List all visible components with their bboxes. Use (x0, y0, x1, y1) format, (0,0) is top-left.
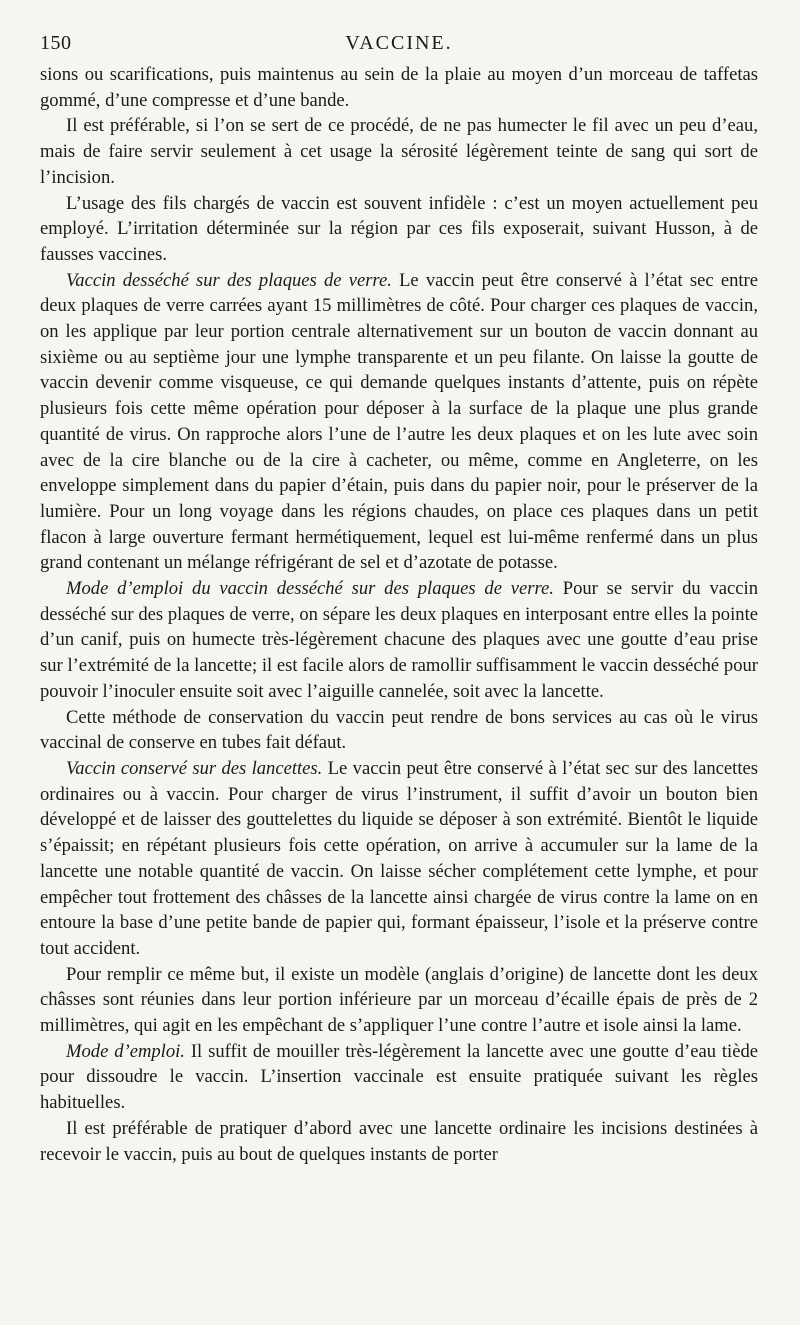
page-number: 150 (40, 32, 72, 54)
body-text (40, 62, 758, 1167)
paragraph (40, 705, 758, 756)
paragraph (40, 1116, 758, 1167)
paragraph-text: Cette méthode de conservation du vaccin peut rendre de bons services au cas où le virus vaccinal de conserve en tubes fait défaut. (40, 706, 758, 754)
paragraph (40, 113, 758, 190)
paragraph-text: Pour remplir ce même but, il existe un modèle (anglais d’origine) de lancette dont les deux châsses sont réunies dans leur portion inférieure par un morceau d’écaille épais de près de 2 millimètres, qui agit en les empêchant de s’appliquer l’une contre l’autre et isole ainsi la lame. (40, 963, 758, 1037)
section-heading: Mode d’emploi. (66, 1040, 185, 1062)
paragraph-text: Il suffit de mouiller très-légèrement la lancette avec une goutte d’eau tiède pour dissoudre le vaccin. L’insertion vaccinale est ensuite pratiquée suivant les règles habituelles. (40, 1040, 759, 1114)
running-title: VACCINE. (345, 32, 453, 54)
paragraph (40, 191, 758, 268)
section-heading: Vaccin desséché sur des plaques de verre. (66, 269, 392, 291)
paragraph-text: Il est préférable, si l’on se sert de ce procédé, de ne pas humecter le fil avec un peu d’eau, mais de faire servir seulement à cet usage la sérosité légèrement teinte de sang qui sort de l’incision. (40, 115, 758, 188)
paragraph (40, 962, 758, 1039)
paragraph-text: L’usage des fils chargés de vaccin est souvent infidèle : c’est un moyen actuellement peu employé. L’irritation déterminée sur la région par ces fils exposerait, suivant Husson, à de fausses vaccines. (40, 192, 758, 265)
paragraph (40, 62, 758, 113)
section-heading: Mode d’emploi du vaccin desséché sur des plaques de verre. (66, 578, 554, 600)
paragraph-text: Le vaccin peut être conservé à l’état sec entre deux plaques de verre carrées ayant 15 millimètres de côté. Pour charger ces plaques de vaccin, on les applique par leur portion centrale alternativement sur un bouton de vaccin donnant au sixième ou au septième jour une lymphe transparente et un peu filante. On laisse la goutte de vaccin devenir comme visqueuse, ce qui demande quelques instants d’attente, puis on répète plusieurs fois cette même opération pour déposer à la surface de la plaque une plus grande quantité de virus. On rapproche alors l’une de l’autre les deux plaques et on les lute avec soin avec de la cire blanche ou de la cire à cacheter, ou même, comme en Angleterre, on les enveloppe simplement dans du papier d’étain, puis dans du papier noir, pour le préserver de la lumière. Pour un long voyage dans les régions chaudes, on place ces plaques dans un petit flacon à large ouverture fermant hermétiquement, lequel est lui-même renfermé dans un plus grand contenant un mélange réfrigérant de sel et d’azotate de potasse. (40, 269, 758, 574)
paragraph (40, 756, 758, 962)
paragraph-text: Le vaccin peut être conservé à l’état sec sur des lancettes ordinaires ou à vaccin. Pour charger de virus l’instrument, il suffit d’avoir un bouton bien développé et de laisser des gouttelettes du liquide se déposer à son extrémité. Bientôt le liquide s’épaissit; en répétant plusieurs fois cette opération, on arrive à accumuler sur la lame de la lancette une notable quantité de vaccin. On laisse sécher complétement cette lymphe, et pour empêcher tout frottement des châsses de la lancette ainsi chargée de virus contre la lame on en entoure la base d’une petite bande de papier qui, formant épaisseur, l’isole et la préserve contre tout accident. (40, 757, 758, 959)
page-header (40, 26, 758, 62)
section-heading: Vaccin conservé sur des lancettes. (66, 757, 323, 779)
paragraph (40, 268, 758, 576)
paragraph-text: Il est préférable de pratiquer d’abord avec une lancette ordinaire les incisions destinées à recevoir le vaccin, puis au bout de quelques instants de porter (40, 1117, 758, 1165)
paragraph (40, 576, 758, 705)
paragraph-text: Pour se servir du vaccin desséché sur des plaques de verre, on sépare les deux plaques en interposant entre elles la pointe d’un canif, puis on humecte très-légèrement chacune des plaques avec une goutte d’eau prise sur l’extrémité de la lancette; il est facile alors de ramollir suffisamment le vaccin desséché pour pouvoir l’inoculer ensuite soit avec l’aiguille cannelée, soit avec la lancette. (40, 578, 759, 702)
paragraph (40, 1039, 758, 1116)
paragraph-text: sions ou scarifications, puis maintenus au sein de la plaie au moyen d’un morceau de taffetas gommé, d’une compresse et d’une bande. (40, 64, 758, 111)
book-page (40, 26, 758, 1167)
